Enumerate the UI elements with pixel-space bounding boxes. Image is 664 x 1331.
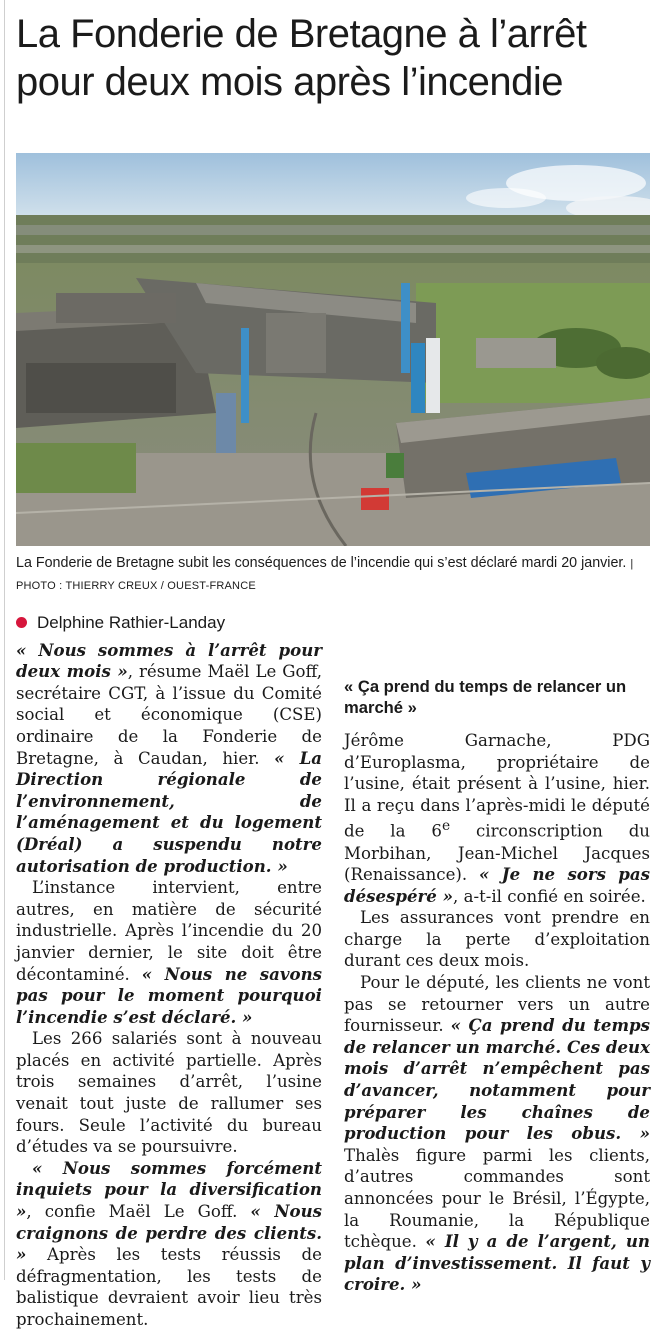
quote: « Il y a de l’argent, un plan d’investissement. Il faut y croire. » bbox=[344, 1231, 650, 1295]
author-name: Delphine Rathier-Landay bbox=[37, 613, 226, 632]
text: Pour le député, les clients ne vont pas se retourner vers un autre fournisseur. bbox=[344, 973, 650, 1036]
paragraph: Les 266 salariés sont à nouveau placés en activité partielle. Après trois semaines d’arrêt, l’usine venait tout juste de rallumer ses fours. Seule l’activité du bureau d’études va se poursuivre. bbox=[16, 1029, 322, 1157]
text: Jérôme Garnache, PDG d’Europlasma, propriétaire de l’usine, était présent à l’usine, hier. Il a reçu dans l’après-midi le député de la 6 bbox=[344, 731, 650, 841]
quote: « Je ne sors pas désespéré » bbox=[344, 864, 650, 906]
subheading: « Ça prend du temps de relancer un marché » bbox=[344, 677, 627, 717]
text: , a-t-il confié en soirée. bbox=[453, 886, 646, 906]
page-left-rule bbox=[4, 0, 5, 1280]
superscript: e bbox=[441, 818, 451, 835]
paragraph bbox=[16, 877, 322, 1028]
byline-dot-icon bbox=[16, 617, 27, 628]
byline bbox=[16, 612, 322, 634]
paragraph: Les assurances vont prendre en charge la perte d’exploitation durant ces deux mois. bbox=[344, 908, 650, 971]
column-spacer bbox=[344, 618, 650, 662]
photo-caption bbox=[16, 553, 656, 597]
photo-credit: | PHOTO : THIERRY CREUX / OUEST-FRANCE bbox=[16, 558, 634, 592]
article-photo bbox=[16, 153, 650, 546]
paragraph bbox=[16, 1158, 322, 1331]
paragraph bbox=[344, 972, 650, 1296]
text: , résume Maël Le Goff, secrétaire CGT, à l’issue du Comité social et économique (CSE) ordinaire de la Fonderie de Bretagne, à Caudan, hier. bbox=[16, 662, 322, 768]
paragraph bbox=[16, 640, 322, 878]
text: Thalès figure parmi les clients, d’autres commandes sont annoncées pour le Brésil, l’Égypte, la Roumanie, la République tchèque. bbox=[344, 1145, 650, 1252]
paragraph bbox=[344, 730, 650, 907]
quote: « Nous sommes à l’arrêt pour deux mois » bbox=[16, 639, 322, 682]
caption-text: La Fonderie de Bretagne subit les conséquences de l’incendie qui s’est déclaré mardi 20 janvier. bbox=[16, 555, 627, 571]
quote: « Ça prend du temps de relancer un marché. Ces deux mois d’arrêt n’empêchent pas d’avancer, notamment pour préparer les chaînes de production pour les obus. » bbox=[344, 1015, 650, 1144]
article-column-right bbox=[344, 618, 650, 1296]
text: L’instance intervient, entre autres, en matière de sécurité industrielle. Après l’incendie du 20 janvier dernier, le site doit être décontaminé. bbox=[16, 878, 322, 984]
text: , confie Maël Le Goff. bbox=[26, 1202, 251, 1222]
text: Après les tests réussis de défragmentation, les tests de balistique devraient avoir lieu très prochainement. bbox=[16, 1245, 322, 1329]
quote: « Nous ne savons pas pour le moment pourquoi l’incendie s’est déclaré. » bbox=[16, 963, 322, 1027]
text: circonscription du Morbihan, Jean-Michel Jacques (Renaissance). bbox=[344, 821, 650, 885]
article-column-left bbox=[16, 612, 322, 1331]
quote: « Nous craignons de perdre des clients. » bbox=[16, 1201, 323, 1265]
quote: « Nous sommes forcément inquiets pour la diversification » bbox=[16, 1157, 322, 1222]
headline: La Fonderie de Bretagne à l’arrêt pour deux mois après l’incendie bbox=[16, 12, 587, 104]
quote: « La Direction régionale de l’environnement, de l’aménagement et du logement (Dréal) a suspendu notre autorisation de production. » bbox=[16, 747, 322, 876]
